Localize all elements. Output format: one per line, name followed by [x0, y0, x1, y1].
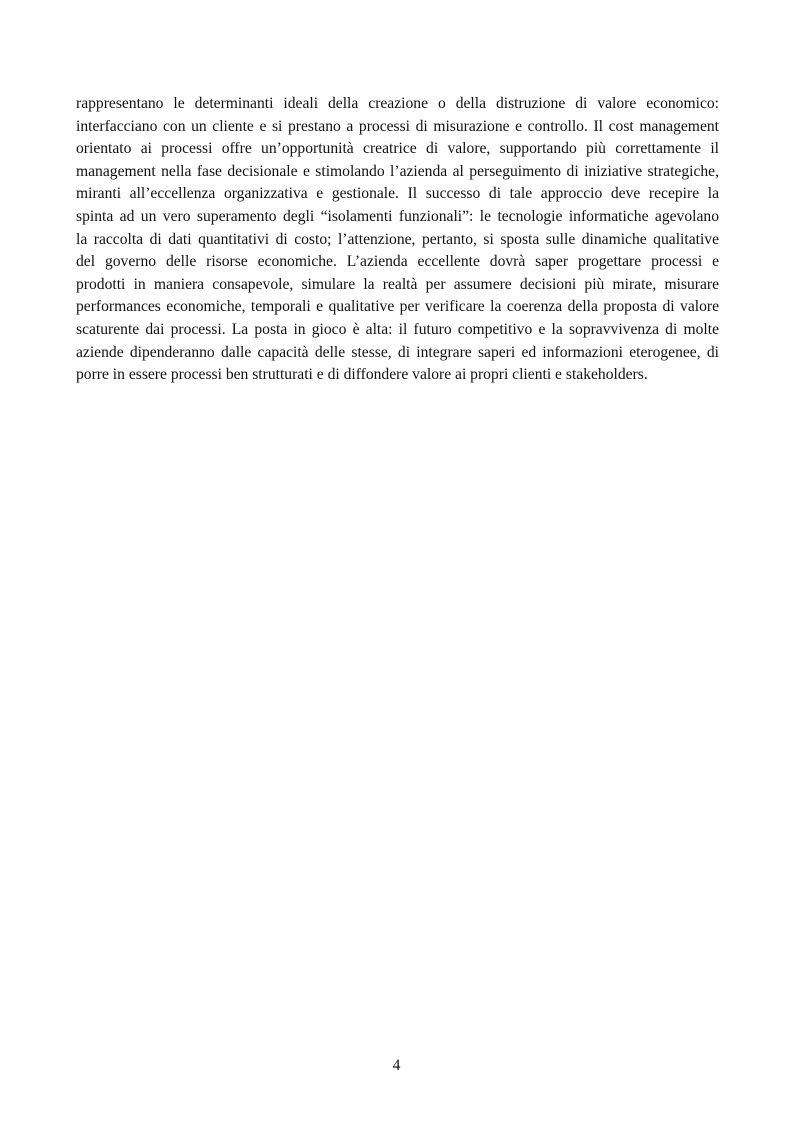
paragraph-line: miranti all’eccellenza organizzativa e gestionale. Il successo di tale approccio deve recepire la — [76, 185, 719, 203]
paragraph-line: interfacciano con un cliente e si prestano a processi di misurazione e controllo. Il cost management — [76, 117, 719, 135]
paragraph-line: la raccolta di dati quantitativi di costo; l’attenzione, pertanto, si sposta sulle dinamiche qualitative — [76, 230, 719, 248]
body-paragraph — [76, 93, 719, 387]
paragraph-line: rappresentano le determinanti ideali della creazione o della distruzione di valore economico: — [76, 95, 719, 112]
paragraph-line: performances economiche, temporali e qualitative per verificare la coerenza della proposta di valore — [76, 298, 719, 316]
paragraph-line: management nella fase decisionale e stimolando l’azienda al perseguimento di iniziative strategiche, — [76, 162, 719, 180]
paragraph-line: aziende dipenderanno dalle capacità delle stesse, di integrare saperi ed informazioni eterogenee, di — [76, 343, 719, 361]
paragraph-line: porre in essere processi ben strutturati e di diffondere valore ai propri clienti e stakeholders. — [76, 366, 648, 384]
paragraph-line: scaturente dai processi. La posta in gioco è alta: il futuro competitivo e la sopravvivenza di molte — [76, 320, 719, 338]
paragraph-line: prodotti in maniera consapevole, simulare la realtà per assumere decisioni più mirate, misurare — [76, 275, 719, 293]
page-number: 4 — [392, 1057, 401, 1074]
paragraph-line: del governo delle risorse economiche. L’azienda eccellente dovrà saper progettare processi e — [76, 253, 719, 271]
paragraph-line: spinta ad un vero superamento degli “isolamenti funzionali”: le tecnologie informatiche agevolano — [76, 207, 719, 225]
paragraph-line: orientato ai processi offre un’opportunità creatrice di valore, supportando più correttamente il — [76, 140, 719, 158]
